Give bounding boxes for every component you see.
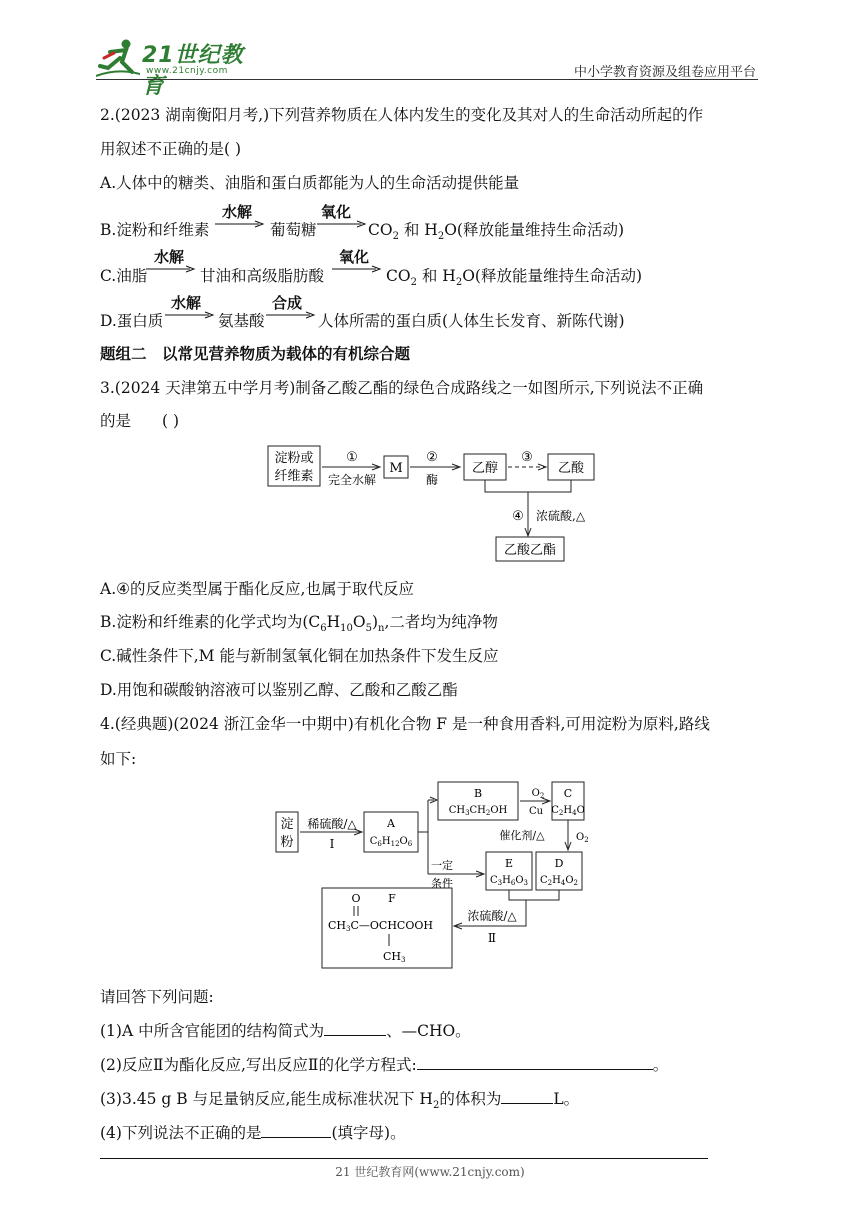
q2-c-arrow2-label: 氧化 xyxy=(339,248,370,266)
logo-title: 21世纪教育 xyxy=(142,43,244,99)
q4-sub3-blank[interactable] xyxy=(501,1087,553,1104)
group2-title: 题组二 以常见营养物质为载体的有机综合题 xyxy=(100,344,411,363)
q4-sub4: (4)下列说法不正确的是 (填字母)。 xyxy=(100,1121,406,1144)
q4-e-formula: $C_3H_6O_3$ xyxy=(490,875,528,887)
q4-f-o: O xyxy=(351,892,361,905)
q4-sub4-blank[interactable] xyxy=(261,1121,331,1138)
q4-cu: Cu xyxy=(528,806,544,817)
q3-ethanol-label: 乙醇 xyxy=(471,461,499,476)
q2-d-mid: 氨基酸 xyxy=(218,312,265,330)
q3-acid-label: 乙酸 xyxy=(557,461,585,476)
q3-stem-line2: 的是 ( ) xyxy=(100,412,180,430)
q3-start-line1: 淀粉或 xyxy=(274,451,314,466)
q4-d-formula: $C_2H_4O_2$ xyxy=(540,875,578,887)
q4-b-label: B xyxy=(473,787,483,800)
q4-cond2-top: 浓硫酸/△ xyxy=(467,909,517,923)
q3-start-line2: 纤维素 xyxy=(274,469,314,484)
q3-step4-num: ④ xyxy=(512,509,524,524)
q2-stem-line1: 2.(2023 湖南衡阳月考,)下列营养物质在人体内发生的变化及其对人的生命活动所起的作 xyxy=(100,106,704,124)
q4-cond-e-bottom: 条件 xyxy=(431,877,453,890)
q4-cond-e-top: 一定 xyxy=(431,859,453,872)
q4-sub3: (3)3.45 g B 与足量钠反应,能生成标准状况下 $H_2$的体积为 L。 xyxy=(100,1087,579,1117)
q3-product-label: 乙酸乙酯 xyxy=(503,543,557,558)
q3-step1-num: ① xyxy=(346,450,358,465)
q2-c-mid: 甘油和高级脂肪酸 xyxy=(200,267,325,285)
header-platform-text: 中小学教育资源及组卷应用平台 xyxy=(573,65,756,80)
q2-b-end: $CO_2$ 和 $H_2O$(释放能量维持生命活动) xyxy=(368,221,625,243)
q3-stem-line1: 3.(2024 天津第五中学月考)制备乙酸乙酯的绿色合成路线之一如图所示,下列说法不正确 xyxy=(100,379,704,397)
q4-o2-top: $O_2$ xyxy=(531,788,545,800)
q4-o2-side: $O_2$ xyxy=(576,832,589,844)
q4-f-ch3: CH3 xyxy=(383,950,406,964)
q4-starch-2: 粉 xyxy=(280,835,294,850)
q4-prompt: 请回答下列问题: xyxy=(100,988,214,1006)
q4-f-main: CH3C—OCHCOOH xyxy=(328,919,433,933)
q2-c-end: $CO_2$ 和 $H_2O$(释放能量维持生命活动) xyxy=(386,267,643,289)
q3-m-label: M xyxy=(389,461,403,476)
footer-divider xyxy=(100,1158,708,1159)
q3-synthesis-diagram xyxy=(262,440,602,565)
q2-b-arrow2 xyxy=(317,219,367,229)
q4-stem-line2: 如下: xyxy=(100,750,137,768)
q3-option-d: D.用饱和碳酸钠溶液可以鉴别乙醇、乙酸和乙酸乙酯 xyxy=(100,681,458,699)
header-divider xyxy=(96,79,758,80)
q4-starch-1: 淀 xyxy=(280,817,294,832)
q4-sub2: (2)反应Ⅱ为酯化反应,写出反应Ⅱ的化学方程式: 。 xyxy=(100,1053,668,1076)
q2-d-arrow2 xyxy=(266,310,316,320)
q3-step2-num: ② xyxy=(426,450,438,465)
q4-route-diagram xyxy=(270,776,590,972)
q3-step2-cond: 酶 xyxy=(425,473,439,487)
q2-b-start: B.淀粉和纤维素 xyxy=(100,221,210,239)
q3-step1-cond: 完全水解 xyxy=(327,473,377,487)
q4-e-label: E xyxy=(504,857,514,870)
q4-c-formula: $C_2H_4O$ xyxy=(551,805,585,817)
q4-a-formula: $C_6H_{12}O_6$ xyxy=(369,836,413,848)
site-logo xyxy=(96,38,266,99)
q2-c-arrow2 xyxy=(332,264,382,274)
q3-option-a: A.④的反应类型属于酯化反应,也属于取代反应 xyxy=(100,580,414,598)
q2-c-arrow1 xyxy=(146,264,196,274)
q4-sub2-blank[interactable] xyxy=(417,1053,653,1070)
q3-step3-num: ③ xyxy=(521,450,533,465)
q3-step4-cond: 浓硫酸,△ xyxy=(536,509,586,523)
q2-b-arrow1-label: 水解 xyxy=(222,203,253,221)
q2-b-arrow2-label: 氧化 xyxy=(321,203,352,221)
q2-d-end: 人体所需的蛋白质(人体生长发育、新陈代谢) xyxy=(318,312,625,330)
q2-c-arrow1-label: 水解 xyxy=(154,248,185,266)
runner-logo-icon xyxy=(96,38,140,78)
q2-d-start: D.蛋白质 xyxy=(100,312,164,330)
footer-text: 21 世纪教育网(www.21cnjy.com) xyxy=(335,1165,525,1179)
q4-sub1: (1)A 中所含官能团的结构简式为 、—CHO。 xyxy=(100,1019,471,1042)
q4-f-label: F xyxy=(388,892,396,905)
q4-d-label: D xyxy=(554,857,564,870)
q4-b-formula: $CH_3CH_2OH$ xyxy=(448,805,508,817)
q2-stem-line2: 用叙述不正确的是( ) xyxy=(100,140,242,158)
q4-c-label: C xyxy=(563,787,573,800)
q4-catalyst: 催化剂/△ xyxy=(499,829,545,842)
q2-option-a: A.人体中的糖类、油脂和蛋白质都能为人的生命活动提供能量 xyxy=(100,174,520,192)
q2-c-start: C.油脂 xyxy=(100,267,148,285)
q2-d-arrow1-label: 水解 xyxy=(171,294,202,312)
q3-option-c: C.碱性条件下,M 能与新制氢氧化铜在加热条件下发生反应 xyxy=(100,647,499,665)
logo-url: www.21cnjy.com xyxy=(146,66,228,76)
q4-stem-line1: 4.(经典题)(2024 浙江金华一中期中)有机化合物 F 是一种食用香料,可用淀粉为原料,路线 xyxy=(100,715,710,733)
q4-cond2-bottom: Ⅱ xyxy=(487,931,497,945)
q4-cond1-bottom: Ⅰ xyxy=(329,837,335,851)
q4-sub1-blank[interactable] xyxy=(324,1019,386,1036)
q2-b-mid: 葡萄糖 xyxy=(270,221,317,239)
q4-cond1-top: 稀硫酸/△ xyxy=(307,817,357,831)
q2-d-arrow2-label: 合成 xyxy=(272,294,303,312)
q4-a-label: A xyxy=(387,817,395,830)
q2-b-arrow1 xyxy=(215,219,265,229)
q3-option-b: B.淀粉和纤维素的化学式均为$(C_6H_{10}O_5)_n$,二者均为纯净物 xyxy=(100,613,498,635)
q2-d-arrow1 xyxy=(165,310,215,320)
